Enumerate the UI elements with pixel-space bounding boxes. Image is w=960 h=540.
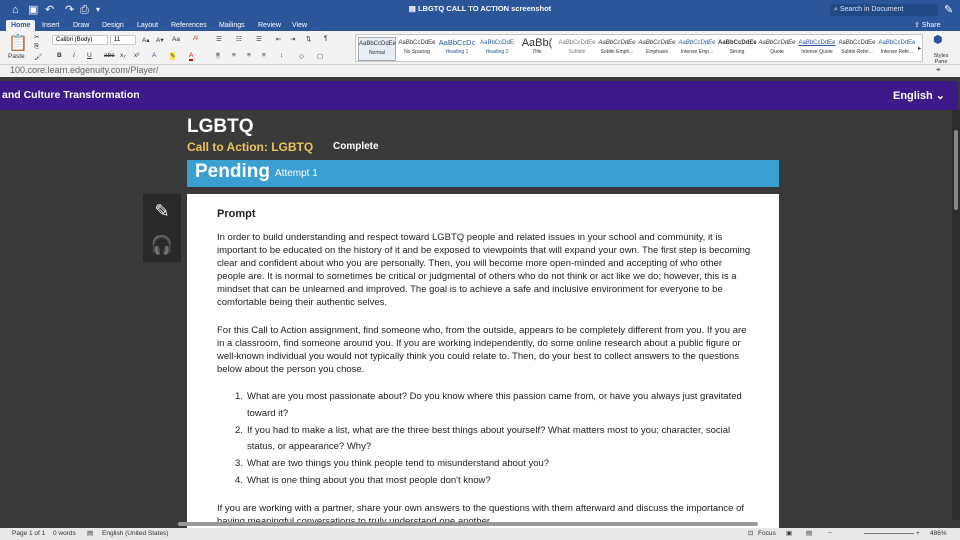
document-title-text: LBGTQ CALL TO ACTION screenshot — [417, 4, 552, 13]
page-count[interactable]: Page 1 of 1 — [12, 530, 46, 537]
superscript-icon[interactable]: x² — [134, 52, 140, 59]
attempt-label: Attempt 1 — [275, 168, 318, 179]
style-preview: AaBbCcDdE — [480, 40, 514, 46]
pencil-icon[interactable]: ✎ — [143, 194, 181, 228]
font-name-value: Calibri (Body) — [56, 37, 93, 43]
increase-indent-icon[interactable]: ⇥ — [290, 36, 296, 43]
focus-icon[interactable]: ⊡ — [748, 530, 754, 537]
justify-icon[interactable]: ≡ — [262, 52, 266, 59]
style-no-spacing[interactable] — [398, 37, 436, 61]
style-label: Intense Emp... — [680, 49, 714, 55]
style-preview: AaBbCcDdEe — [598, 40, 636, 46]
font-color-icon[interactable]: A — [189, 52, 194, 59]
pending-bar — [187, 160, 779, 187]
style-preview: AaBbCcDdEe — [558, 40, 596, 46]
style-normal[interactable] — [358, 37, 396, 61]
tab-review[interactable]: Review — [258, 22, 281, 29]
course-title: and Culture Transformation — [2, 89, 140, 101]
prompt-panel — [187, 194, 779, 534]
font-size-value: 11 — [114, 37, 121, 43]
paste-label: Paste — [8, 53, 25, 60]
complete-status: Complete — [333, 141, 379, 152]
font-size-select[interactable] — [110, 35, 136, 45]
document-title — [0, 4, 960, 13]
style-preview: AaBbCcDdEe — [398, 40, 436, 46]
question-text: What is one thing about you that most people don't know? — [247, 474, 491, 486]
chevron-down-icon: ⌄ — [935, 90, 946, 102]
pending-label: Pending — [195, 161, 270, 182]
align-right-icon[interactable]: ≡ — [247, 52, 251, 59]
styles-pane-label[interactable]: Styles Pane — [933, 53, 949, 65]
styles-more-icon[interactable]: ▸ — [918, 45, 922, 52]
change-case-icon[interactable]: Aa — [172, 36, 180, 43]
tab-view[interactable]: View — [292, 22, 308, 29]
multilevel-list-icon[interactable]: ☰ — [256, 36, 262, 43]
decrease-indent-icon[interactable]: ⇤ — [276, 36, 282, 43]
style-preview: AaBbCcDdEe — [718, 40, 757, 46]
style-subtitle[interactable] — [558, 37, 596, 61]
profile-icon[interactable]: ✎ — [944, 4, 954, 16]
zoom-out-icon[interactable]: − — [828, 530, 832, 537]
zoom-level[interactable]: 486% — [930, 530, 947, 537]
style-preview: AaBbCcDdEe — [359, 41, 397, 47]
style-preview: AaBbCcDc — [438, 38, 476, 47]
language-select[interactable] — [893, 89, 945, 102]
sort-icon[interactable]: ⇅ — [306, 36, 312, 43]
question-text: If you had to make a list, what are the three best things about yourself? What matters most to you: character, social status, or appearance? Why? — [247, 424, 731, 453]
tab-draw[interactable]: Draw — [73, 22, 90, 29]
status-bar — [0, 528, 960, 540]
style-label: Intense Quote — [801, 49, 833, 55]
paste-icon[interactable]: 📋 — [8, 35, 28, 52]
underline-icon[interactable]: U — [87, 52, 92, 59]
question-text: What are you most passionate about? Do you know where this passion came from, or have you always just gravitated toward it? — [247, 391, 742, 419]
style-subtle-reference[interactable] — [838, 37, 876, 61]
list-number: 3. — [235, 458, 243, 470]
home-icon[interactable]: ⌂ — [12, 4, 19, 16]
borders-icon[interactable]: ▢ — [317, 53, 324, 60]
style-label: No Spacing — [404, 49, 430, 55]
lesson-subtitle: Call to Action: LGBTQ — [187, 140, 314, 154]
language-status[interactable]: English (United States) — [102, 530, 169, 537]
customize-icon[interactable]: ▾ — [96, 5, 101, 14]
font-name-select[interactable] — [52, 35, 108, 45]
style-subtle-emphasis[interactable] — [598, 37, 636, 61]
subscript-icon[interactable]: x₂ — [120, 52, 126, 59]
style-label: Quote — [770, 49, 784, 55]
focus-label[interactable]: Focus — [758, 530, 776, 537]
print-icon[interactable]: ⎙ — [80, 4, 89, 16]
search-icon: ⌕ — [834, 6, 840, 13]
vertical-scrollbar[interactable] — [952, 110, 960, 520]
proofing-icon[interactable]: ▤ — [87, 530, 94, 537]
format-painter-icon[interactable]: 🖌 — [34, 54, 43, 61]
question-list — [217, 389, 752, 490]
pin-icon[interactable]: ⌖ — [936, 65, 941, 74]
style-label: Subtle Refer... — [841, 49, 873, 55]
bold-icon[interactable]: B — [57, 52, 62, 59]
zoom-in-icon[interactable]: + — [916, 530, 920, 537]
question-text: What are two things you think people tend to misunderstand about you? — [247, 458, 550, 470]
text-effects-icon[interactable]: A — [152, 52, 157, 59]
tab-insert[interactable]: Insert — [42, 22, 60, 29]
style-label: Title — [532, 49, 542, 55]
align-left-icon[interactable]: ≡ — [216, 52, 220, 59]
style-quote[interactable] — [758, 37, 796, 61]
share-icon: ⇪ — [914, 22, 920, 29]
ribbon — [0, 31, 960, 65]
italic-icon[interactable]: I — [73, 52, 75, 59]
style-label: Subtle Emph... — [600, 49, 634, 55]
prompt-paragraph-1: In order to build understanding and respect toward LGBTQ people and related issues in your school and community, it is important to be educated on the history of it and be exposed to viewpoints that will expand your own. The first step is becoming clear and confident about who you are personally. Then, you will become more open-minded and accepting of who other people are. It is normal to sometimes be critical or judgmental of others who do not think or act like we do; however, this is a mindset that can be unlearned and improved. The goal is to achieve a safe and inclusive environment for everyone to be comfortable being their authentic selves. — [217, 232, 751, 309]
url-bar — [0, 65, 960, 77]
copy-icon[interactable]: ⎘ — [34, 43, 40, 50]
lesson-title: LGBTQ — [187, 116, 254, 137]
share-button[interactable] — [914, 20, 941, 31]
cut-icon[interactable]: ✂ — [34, 34, 40, 41]
style-heading-2[interactable] — [478, 37, 516, 61]
style-intense-reference[interactable] — [878, 37, 916, 61]
style-label: Heading 1 — [445, 49, 469, 55]
url-text: 100.core.learn.edgenuity.com/Player/ — [10, 65, 159, 75]
search-placeholder: Search in Document — [839, 6, 904, 13]
grow-font-icon[interactable]: A▴ — [142, 37, 150, 44]
style-preview: AaBbCcDdEe — [638, 40, 676, 46]
style-label: Emphasis — [646, 49, 668, 55]
style-preview: AaBbCcDdEe — [878, 40, 916, 46]
tab-references[interactable]: References — [171, 22, 207, 29]
style-title[interactable] — [518, 37, 556, 61]
style-intense-emphasis[interactable] — [678, 37, 716, 61]
tab-mailings[interactable]: Mailings — [219, 22, 245, 29]
zoom-slider[interactable] — [864, 533, 914, 534]
list-number: 2. — [235, 424, 243, 436]
tab-home[interactable]: Home — [6, 20, 35, 31]
shrink-font-icon[interactable]: A▾ — [156, 37, 164, 44]
headphones-icon[interactable]: 🎧 — [143, 228, 181, 262]
styles-pane-icon[interactable]: ⬢ — [933, 34, 943, 46]
title-bar — [0, 0, 960, 20]
style-preview: AaBbCcDdEe — [838, 40, 876, 46]
lesson-content — [0, 110, 952, 520]
style-intense-quote[interactable] — [798, 37, 836, 61]
prompt-paragraph-2: For this Call to Action assignment, find someone who, from the outside, appears to be completely different from you. If you are in a classroom, find someone around you. If you are working independently, do some online research about a public figure or well-known individual you would not typically think you could relate to. Then, do your best to collect answers to the questions below about the person you chose. — [217, 325, 747, 376]
style-label: Strong — [729, 49, 745, 55]
tab-layout[interactable]: Layout — [137, 22, 159, 29]
style-label: Heading 2 — [485, 49, 509, 55]
prompt-heading: Prompt — [217, 208, 256, 220]
style-preview: AaBbCcDdEe — [798, 40, 836, 46]
align-center-icon[interactable]: ≡ — [232, 52, 236, 59]
redo-icon[interactable]: ↷ — [65, 4, 75, 16]
style-label: Normal — [368, 50, 386, 56]
shading-icon[interactable]: ◇ — [299, 53, 304, 60]
style-label: Intense Refe... — [880, 49, 914, 55]
style-label: Subtitle — [568, 49, 586, 55]
share-label: Share — [921, 22, 941, 29]
style-preview: AaBbCcDdEe — [678, 40, 716, 46]
list-number: 4. — [235, 474, 243, 486]
styles-gallery — [355, 34, 923, 62]
search-input[interactable] — [830, 4, 938, 16]
paragraph-marks-icon[interactable]: ¶ — [324, 35, 328, 42]
style-preview: AaBb( — [521, 37, 553, 49]
prompt-paragraph-3: If you are working with a partner, share your own answers to the questions with them afterward and discuss the importance of — [217, 503, 744, 514]
clear-formatting-icon[interactable]: A̸ — [193, 35, 198, 42]
style-emphasis[interactable] — [638, 37, 676, 61]
strikethrough-icon[interactable]: abc — [104, 52, 115, 59]
language-label: English — [893, 90, 933, 102]
ribbon-tabs — [0, 20, 960, 31]
style-preview: AaBbCcDdEe — [758, 40, 796, 46]
horizontal-scrollbar[interactable] — [178, 522, 758, 526]
list-item — [217, 473, 752, 490]
highlight-icon[interactable]: ✎ — [170, 53, 176, 60]
course-banner — [0, 81, 958, 110]
list-item — [217, 423, 752, 457]
undo-icon[interactable]: ↶ — [45, 4, 55, 16]
list-number: 1. — [235, 391, 243, 402]
scrollbar-thumb[interactable] — [954, 130, 958, 210]
web-layout-icon[interactable]: ▤ — [806, 530, 813, 537]
tab-design[interactable]: Design — [102, 22, 124, 29]
word-count[interactable]: 0 words — [53, 530, 76, 537]
numbering-icon[interactable]: ☷ — [236, 36, 242, 43]
style-strong[interactable] — [718, 37, 756, 61]
line-spacing-icon[interactable]: ↕ — [280, 52, 284, 59]
list-item — [217, 456, 752, 473]
bullets-icon[interactable]: ☰ — [216, 36, 222, 43]
save-icon[interactable]: ▣ — [28, 4, 39, 16]
list-item — [217, 389, 752, 423]
print-layout-icon[interactable]: ▣ — [786, 530, 793, 537]
style-heading-1[interactable] — [438, 37, 476, 61]
doc-icon: ▤ — [408, 4, 418, 13]
